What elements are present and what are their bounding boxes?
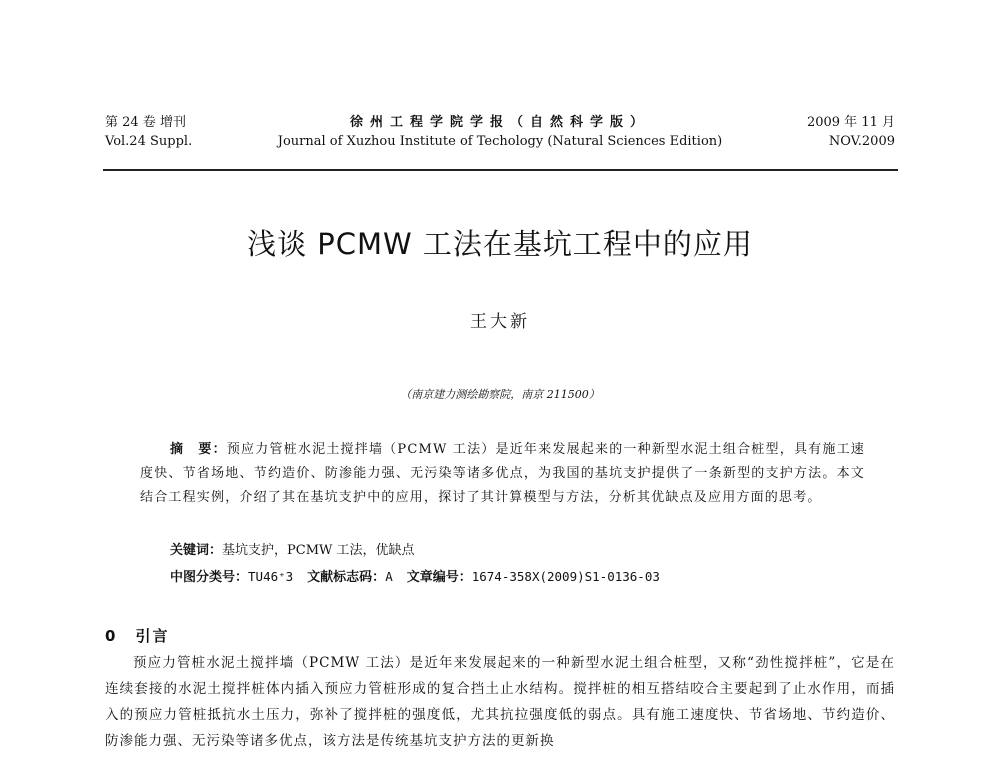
issue-date-zh: 2009 年 11 月 xyxy=(806,115,895,130)
clc-label: 中图分类号： xyxy=(170,570,249,585)
volume-en: Vol.24 Suppl. xyxy=(105,134,193,149)
header-divider xyxy=(103,169,898,171)
volume-info xyxy=(105,113,192,151)
section-number: 0 xyxy=(105,627,118,645)
journal-name xyxy=(260,113,740,151)
section-heading xyxy=(105,625,169,646)
keywords-line xyxy=(170,541,415,561)
keywords-value: 基坑支护，PCMW 工法，优缺点 xyxy=(222,543,415,558)
clc-value: TU46⁺3 xyxy=(248,569,294,584)
journal-name-en: Journal of Xuzhou Institute of Techology (Natural Sciences Edition) xyxy=(277,134,723,149)
classification-line xyxy=(170,567,660,588)
section-paragraph: 预应力管桩水泥土搅拌墙（PCMW 工法）是近年来发展起来的一种新型水泥土组合桩型，又称“劲性搅拌桩”，它是在连续套接的水泥土搅拌桩体内插入预应力管桩形成的复合挡土止水结构。搅拌桩的相互搭结咬合主要起到了止水作用，而插入的预应力管桩抵抗水土压力，弥补了搅拌桩的强度低，尤其抗拉强度低的弱点。具有施工速度快、节省场地、节约造价、防渗能力强、无污染等诸多优点，该方法是传统基坑支护方法的更新换 xyxy=(105,655,895,749)
article-no-value: 1674-358X(2009)S1-0136-03 xyxy=(471,569,660,584)
issue-date xyxy=(807,113,895,151)
section-title: 引言 xyxy=(135,627,170,645)
article-author: 王大新 xyxy=(470,312,530,332)
issue-date-en: NOV.2009 xyxy=(828,134,895,149)
journal-name-zh: 徐州工程学院学报（自然科学版） xyxy=(349,115,650,130)
article-no-label: 文章编号： xyxy=(406,570,472,585)
volume-zh: 第 24 卷 增刊 xyxy=(105,115,186,130)
keywords-label: 关键词： xyxy=(170,543,223,558)
section-body xyxy=(105,650,895,754)
journal-header xyxy=(0,113,1000,153)
abstract xyxy=(140,438,865,510)
abstract-text: 预应力管桩水泥土搅拌墙（PCMW 工法）是近年来发展起来的一种新型水泥土组合桩型，具有施工速度快、节省场地、节约造价、防渗能力强、无污染等诸多优点，为我国的基坑支护提供了一条新型的支护方法。本文结合工程实例，介绍了其在基坑支护中的应用，探讨了其计算模型与方法，分析其优缺点及应用方面的思考。 xyxy=(140,442,865,505)
doc-code-value: A xyxy=(385,569,393,584)
article-title: 浅谈 PCMW 工法在基坑工程中的应用 xyxy=(247,227,753,261)
abstract-label: 摘 要： xyxy=(170,442,227,457)
author-affiliation: （南京建力测绘勘察院，南京 211500） xyxy=(400,388,600,401)
doc-code-label: 文献标志码： xyxy=(307,570,386,585)
